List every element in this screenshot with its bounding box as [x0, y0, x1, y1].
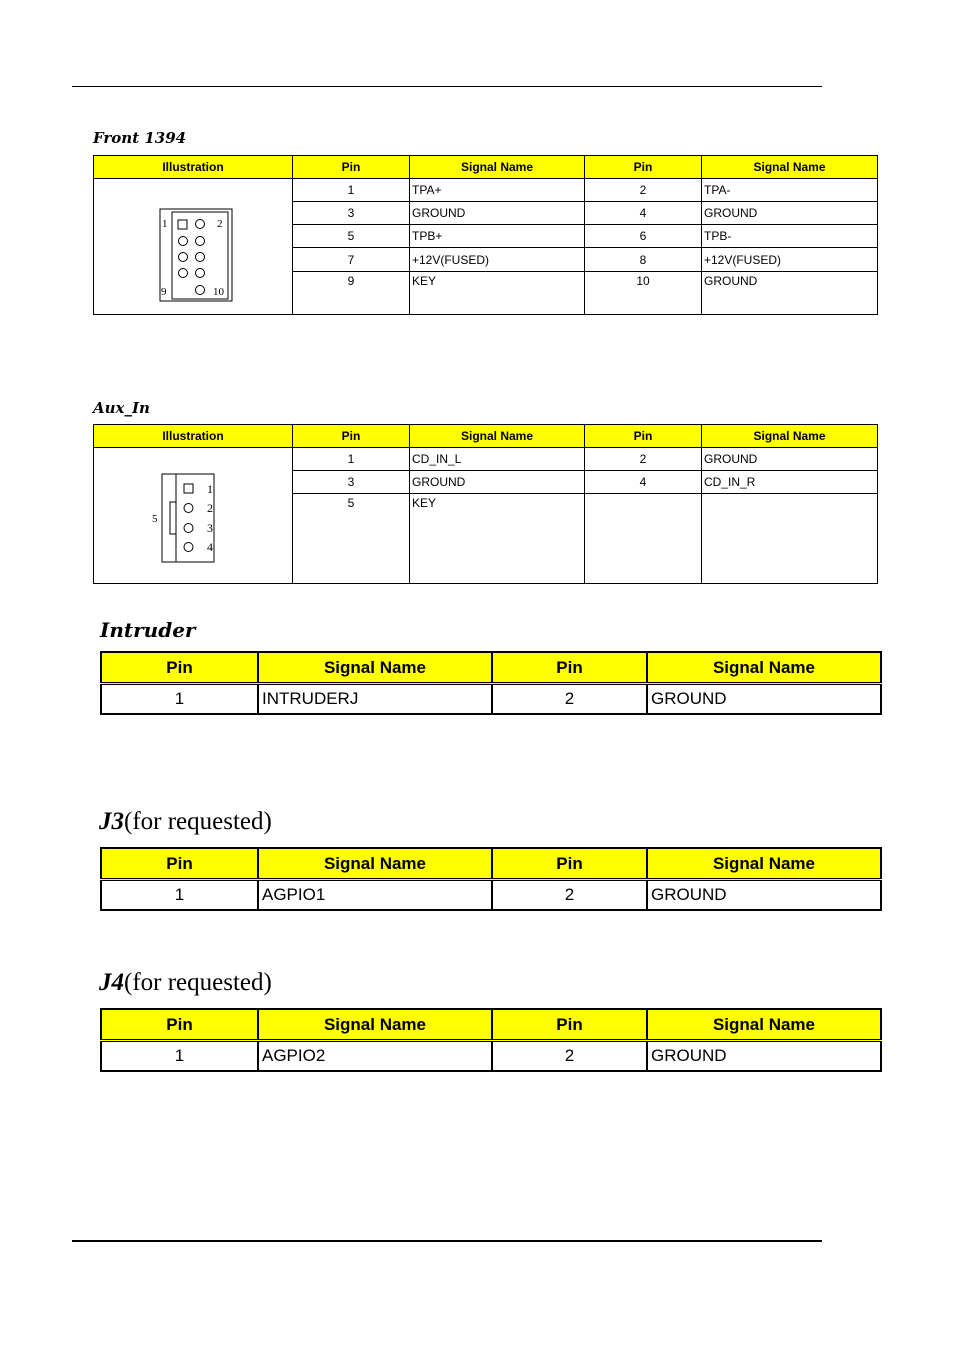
- pin-cell: 4: [585, 471, 702, 494]
- header-signal-name: Signal Name: [647, 848, 881, 880]
- signal-cell: GROUND: [702, 271, 878, 314]
- j4-table: [100, 1008, 882, 1072]
- signal-cell: TPA-: [702, 179, 878, 202]
- signal-cell: [702, 494, 878, 584]
- pin-label-4: 4: [207, 540, 213, 554]
- header-rule: [72, 86, 822, 87]
- pin-cell: 1: [101, 1041, 258, 1072]
- header-signal-name: Signal Name: [410, 425, 585, 448]
- header-pin: Pin: [293, 156, 410, 179]
- pin-label-5: 5: [152, 513, 158, 525]
- signal-cell: AGPIO2: [258, 1041, 492, 1072]
- header-pin: Pin: [492, 652, 647, 684]
- pin-label-3: 3: [207, 521, 213, 535]
- pin-cell: 5: [293, 494, 410, 584]
- footer-rule: [72, 1240, 822, 1242]
- header-pin: Pin: [101, 652, 258, 684]
- signal-cell: CD_IN_L: [410, 448, 585, 471]
- header-pin: Pin: [101, 848, 258, 880]
- signal-cell: TPA+: [410, 179, 585, 202]
- signal-cell: INTRUDERJ: [258, 684, 492, 715]
- pin-cell: 7: [293, 248, 410, 271]
- signal-cell: GROUND: [702, 202, 878, 225]
- pin-cell: 2: [492, 1041, 647, 1072]
- header-signal-name: Signal Name: [647, 652, 881, 684]
- signal-cell: GROUND: [410, 202, 585, 225]
- pin-cell: 10: [585, 271, 702, 314]
- pin-cell: 3: [293, 471, 410, 494]
- signal-cell: GROUND: [647, 684, 881, 715]
- j3-title: [99, 808, 272, 836]
- pin-cell: 2: [585, 448, 702, 471]
- signal-cell: TPB-: [702, 225, 878, 248]
- signal-cell: +12V(FUSED): [702, 248, 878, 271]
- pin-label-2: 2: [217, 218, 223, 230]
- table-header-row: [101, 1009, 881, 1041]
- pin-cell: 4: [585, 202, 702, 225]
- pin-label-2: 2: [207, 501, 213, 515]
- pin-cell: 1: [101, 684, 258, 715]
- intruder-title: Intruder: [100, 618, 196, 642]
- j3-title-lead: J3: [99, 808, 124, 835]
- front1394-title: Front 1394: [93, 129, 187, 147]
- signal-cell: GROUND: [702, 448, 878, 471]
- header-signal-name: Signal Name: [258, 848, 492, 880]
- table-row: [101, 684, 881, 715]
- pin-cell: 1: [293, 179, 410, 202]
- header-signal-name: Signal Name: [702, 156, 878, 179]
- header-signal-name: Signal Name: [647, 1009, 881, 1041]
- header-pin: Pin: [585, 156, 702, 179]
- pin-label-9: 9: [161, 286, 167, 298]
- front1394-table: [93, 155, 878, 315]
- pin-cell: 8: [585, 248, 702, 271]
- intruder-table: [100, 651, 882, 715]
- signal-cell: AGPIO1: [258, 880, 492, 911]
- j4-title: [99, 969, 272, 997]
- pin-cell: 6: [585, 225, 702, 248]
- j4-title-rest: (for requested): [124, 969, 272, 996]
- pin-label-1: 1: [207, 482, 213, 496]
- signal-cell: KEY: [410, 271, 585, 314]
- j4-title-lead: J4: [99, 969, 124, 996]
- pin-cell: 2: [492, 880, 647, 911]
- aux-in-illustration: [94, 448, 293, 584]
- header-signal-name: Signal Name: [258, 1009, 492, 1041]
- signal-cell: +12V(FUSED): [410, 248, 585, 271]
- table-header-row: [101, 848, 881, 880]
- table-header-row: [94, 425, 878, 448]
- pin-label-10: 10: [213, 286, 224, 298]
- pin-cell: 2: [585, 179, 702, 202]
- connector-4pin-diagram: [94, 448, 293, 580]
- aux-in-title: Aux_In: [93, 399, 150, 417]
- header-signal-name: Signal Name: [410, 156, 585, 179]
- header-signal-name: Signal Name: [258, 652, 492, 684]
- pin-cell: 2: [492, 684, 647, 715]
- table-row: [94, 448, 878, 471]
- signal-cell: GROUND: [410, 471, 585, 494]
- table-row: [101, 880, 881, 911]
- signal-cell: CD_IN_R: [702, 471, 878, 494]
- connector-10pin-diagram: [94, 179, 293, 311]
- table-header-row: [94, 156, 878, 179]
- j3-table: [100, 847, 882, 911]
- aux-in-table: [93, 424, 878, 584]
- pin-cell: 1: [293, 448, 410, 471]
- signal-cell: KEY: [410, 494, 585, 584]
- signal-cell: TPB+: [410, 225, 585, 248]
- header-pin: Pin: [585, 425, 702, 448]
- pin-cell: 3: [293, 202, 410, 225]
- header-pin: Pin: [293, 425, 410, 448]
- header-illustration: Illustration: [94, 156, 293, 179]
- front1394-illustration: [94, 179, 293, 315]
- signal-cell: GROUND: [647, 880, 881, 911]
- pin-cell: 5: [293, 225, 410, 248]
- table-row: [101, 1041, 881, 1072]
- header-pin: Pin: [101, 1009, 258, 1041]
- header-pin: Pin: [492, 1009, 647, 1041]
- j3-title-rest: (for requested): [124, 808, 272, 835]
- pin-cell: [585, 494, 702, 584]
- pin-cell: 9: [293, 271, 410, 314]
- pin-label-1: 1: [162, 218, 168, 230]
- signal-cell: GROUND: [647, 1041, 881, 1072]
- pin-cell: 1: [101, 880, 258, 911]
- header-pin: Pin: [492, 848, 647, 880]
- header-illustration: Illustration: [94, 425, 293, 448]
- header-signal-name: Signal Name: [702, 425, 878, 448]
- table-row: [94, 179, 878, 202]
- table-header-row: [101, 652, 881, 684]
